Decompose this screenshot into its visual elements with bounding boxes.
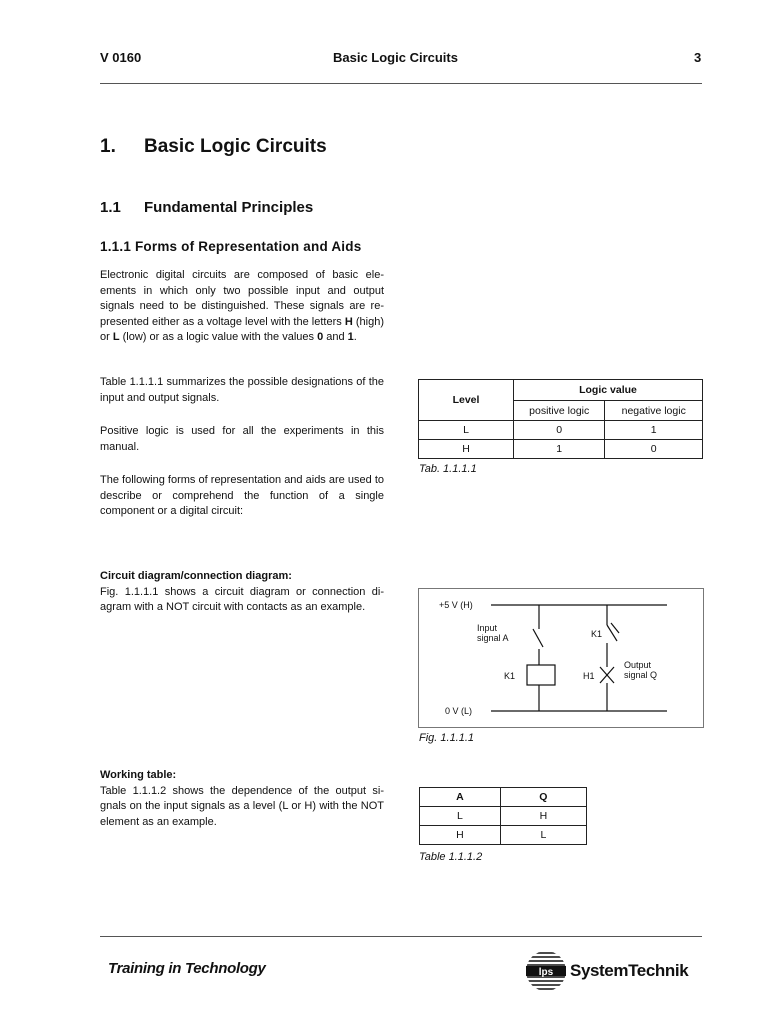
output-label-line1: Output: [624, 660, 652, 670]
p1-l: L: [112, 331, 120, 343]
supply-label: +5 V (H): [439, 600, 473, 610]
running-title: Basic Logic Circuits: [333, 50, 458, 65]
table-row: [419, 421, 703, 440]
cell: H: [500, 807, 586, 826]
p1-end: .: [353, 331, 357, 343]
input-label-line1: Input: [477, 623, 498, 633]
k1-contact-label: K1: [591, 629, 603, 639]
section-title: [100, 199, 313, 216]
footer-tagline: Training in Technology: [108, 960, 266, 977]
level-header: Level: [419, 380, 514, 421]
logic-value-header: Logic value: [514, 380, 703, 401]
cell: L: [420, 807, 501, 826]
p1-zero: 0: [317, 331, 324, 343]
ground-label: 0 V (L): [445, 706, 473, 716]
chapter-title-text: Basic Logic Circuits: [144, 136, 327, 157]
cell: H: [420, 826, 501, 845]
p1-text-d: and: [323, 331, 348, 343]
working-paragraph: [100, 768, 384, 830]
table-row: [419, 440, 703, 459]
k1-coil-label: K1: [504, 671, 516, 681]
cell: H: [419, 440, 514, 459]
cell: 1: [605, 421, 703, 440]
input-label-line2: signal A: [477, 633, 509, 643]
header-rule: [100, 83, 702, 84]
not-circuit-diagram: [419, 589, 703, 727]
output-label-line2: signal Q: [624, 670, 658, 680]
circuit-figure: [418, 588, 704, 728]
p1-one: 1: [347, 331, 354, 343]
positive-logic-header: positive logic: [514, 401, 605, 421]
lps-logo-icon: [524, 950, 704, 992]
p1-text-b: (high) or: [100, 315, 384, 343]
logo-text: lps: [538, 967, 554, 978]
systemtechnik-logo: [524, 950, 704, 992]
intro-paragraph-1: [100, 268, 384, 346]
cell: 0: [514, 421, 605, 440]
section-number: 1.1: [100, 199, 121, 216]
negative-logic-header: negative logic: [605, 401, 703, 421]
figure-caption: Fig. 1.1.1.1: [419, 732, 475, 744]
intro-paragraph-3: Positive logic is used for all the experiments in this manual.: [100, 425, 384, 453]
circuit-paragraph: [100, 569, 384, 616]
circuit-heading: Circuit diagram/connection diagram:: [100, 570, 292, 582]
p1-text-c: (low) or as a logic value with the values: [119, 331, 318, 343]
brand-name: SystemTechnik: [570, 961, 689, 980]
table-row: [420, 826, 587, 845]
table-row: [420, 807, 587, 826]
p1-text-a: Electronic digital circuits are composed of basic ele-ements in which only two possible input and output signals need to be distinguished. These signals are re-presented either as a voltage level with the letters: [100, 269, 384, 328]
intro-paragraph-2: Table 1.1.1.1 summarizes the possible designations of the input and output signals.: [100, 376, 384, 404]
table1-caption: Tab. 1.1.1.1: [419, 463, 477, 475]
chapter-title: [100, 136, 327, 158]
working-heading: Working table:: [100, 769, 177, 781]
working-table: [419, 787, 587, 845]
doc-code: V 0160: [100, 50, 142, 65]
cell: 0: [605, 440, 703, 459]
logic-value-table: [418, 379, 703, 459]
page-number: 3: [694, 50, 702, 65]
chapter-number: 1.: [100, 136, 116, 157]
cell: L: [500, 826, 586, 845]
p1-h: H: [344, 315, 353, 328]
col-q-header: Q: [500, 788, 586, 807]
subsection-title: 1.1.1 Forms of Representation and Aids: [100, 239, 362, 254]
h1-label: H1: [583, 671, 595, 681]
table2-caption: Table 1.1.1.2: [419, 851, 483, 863]
cell: L: [419, 421, 514, 440]
footer-rule: [100, 936, 702, 937]
circuit-text: Fig. 1.1.1.1 shows a circuit diagram or connection di-agram with a NOT circuit with contacts as an example.: [100, 585, 384, 613]
section-title-text: Fundamental Principles: [144, 199, 314, 216]
intro-paragraph-4: The following forms of representation and aids are used to describe or comprehend the function of a single component or a digital circuit:: [100, 474, 384, 517]
cell: 1: [514, 440, 605, 459]
working-text: Table 1.1.1.2 shows the dependence of the output si-gnals on the input signals as a level (L or H) with the NOT element as an example.: [100, 784, 384, 828]
col-a-header: A: [420, 788, 501, 807]
